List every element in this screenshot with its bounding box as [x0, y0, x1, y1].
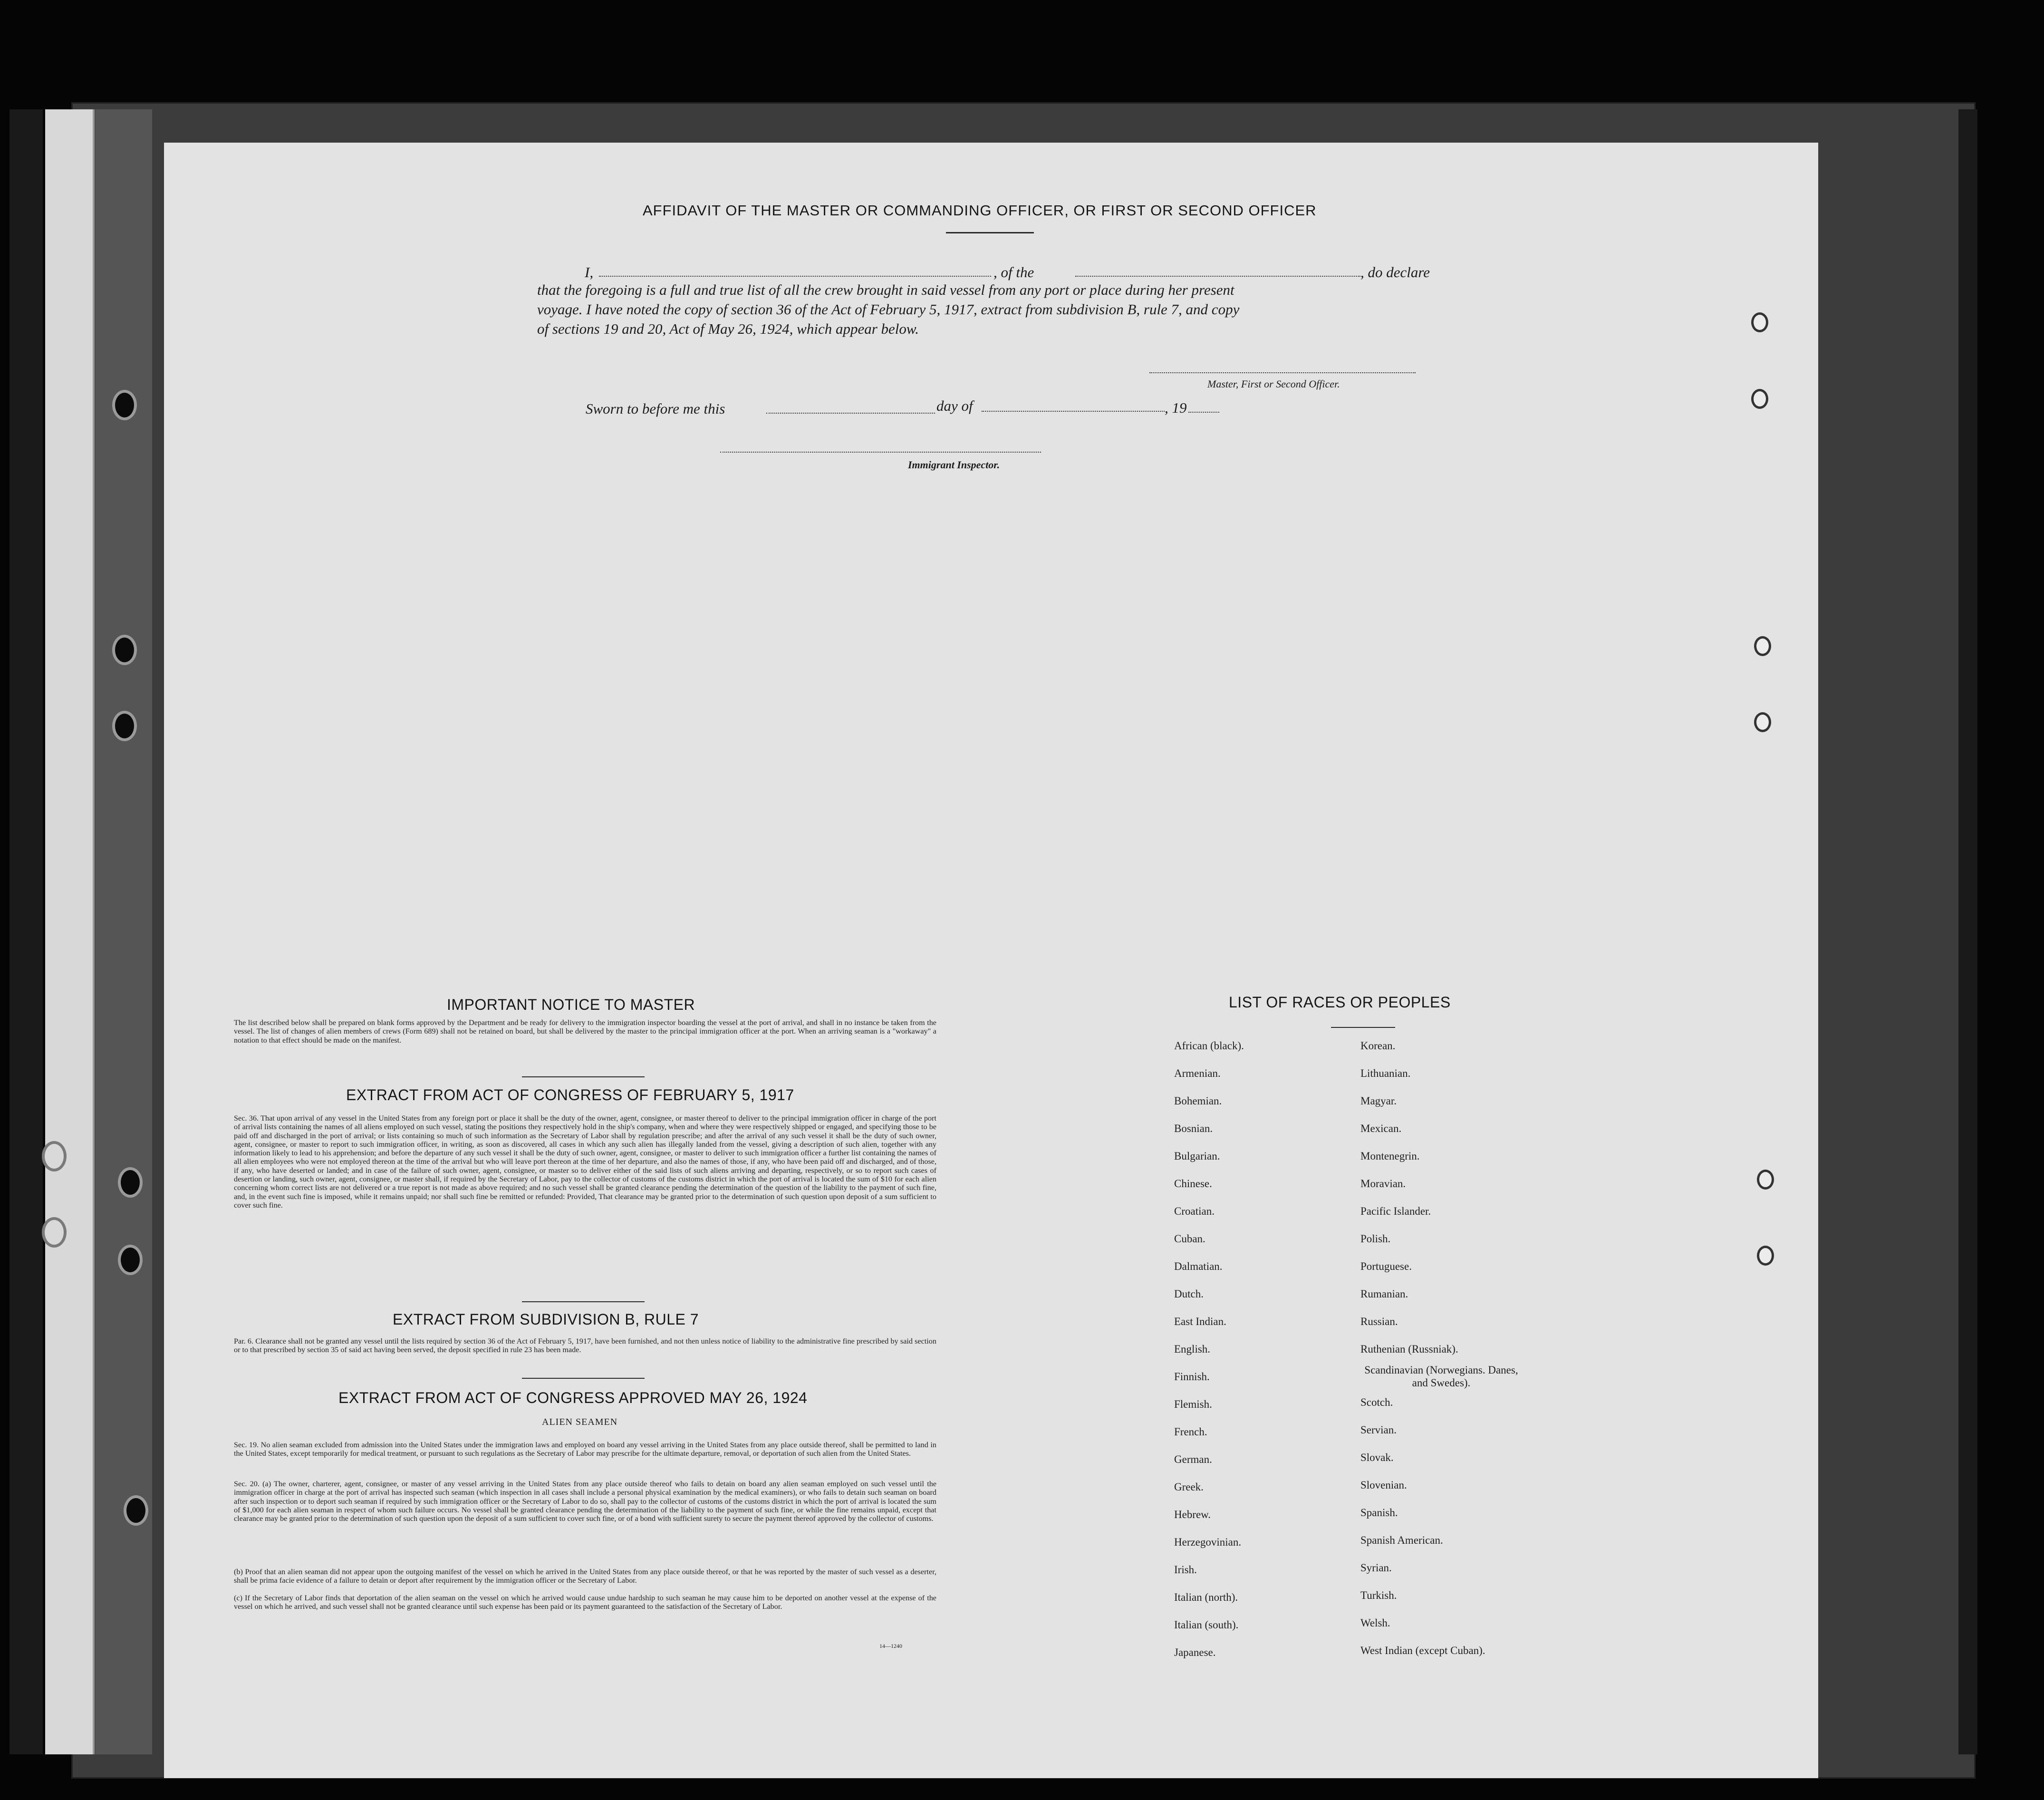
section-divider [522, 1301, 645, 1302]
vessel-name-field[interactable] [1075, 276, 1360, 277]
section-divider [522, 1076, 645, 1077]
race-item: Irish. [1174, 1564, 1197, 1576]
punch-hole-icon [1757, 1246, 1774, 1266]
master-name-field[interactable] [599, 276, 991, 277]
title-divider [946, 232, 1034, 233]
sworn-label: Sworn to before me this [586, 400, 725, 417]
binding-hole-icon [42, 1217, 67, 1248]
rule-7-text: Par. 6. Clearance shall not be granted any vessel until the lists required by section 36 of the Act of February 5, 1917, have been furnished, and not then unless notice of liability to the administrative fine prescribed by said section or to that prescribed by section 35 of said act having been served, the deposit specified in rule 23 has been made. [234, 1337, 936, 1355]
race-item: Mexican. [1360, 1123, 1402, 1134]
race-item: Turkish. [1360, 1589, 1397, 1601]
races-divider [1331, 1027, 1395, 1028]
extract-1924-title: EXTRACT FROM ACT OF CONGRESS APPROVED MAY 26, 1924 [338, 1389, 808, 1406]
race-item: Korean. [1360, 1040, 1396, 1052]
race-item: Herzegovinian. [1174, 1536, 1242, 1548]
affidavit-line-2: that the foregoing is a full and true list of all the crew brought in said vessel from any port or place during her present [537, 281, 1234, 298]
race-item: Spanish American. [1360, 1534, 1443, 1546]
sworn-month-field[interactable] [982, 411, 1165, 412]
race-item: East Indian. [1174, 1316, 1226, 1327]
affidavit-line-3: voyage. I have noted the copy of section 36 of the Act of February 5, 1917, extract from subdivision B, rule 7, and copy [537, 301, 1240, 318]
race-item: Rumanian. [1360, 1288, 1408, 1300]
binding-hole-icon [42, 1141, 67, 1171]
race-item: Welsh. [1360, 1617, 1390, 1629]
binder-edge-left [10, 109, 43, 1754]
inspector-signature-field[interactable] [720, 452, 1041, 453]
race-item: Hebrew. [1174, 1509, 1211, 1520]
punch-hole-icon [1751, 312, 1768, 332]
binding-hole-icon [112, 711, 137, 741]
affidavit-i-label: I, [585, 264, 594, 281]
race-item: German. [1174, 1453, 1212, 1465]
race-item: Croatian. [1174, 1205, 1215, 1217]
race-item: Scotch. [1360, 1396, 1393, 1408]
race-item: West Indian (except Cuban). [1360, 1645, 1485, 1656]
section-divider [522, 1378, 645, 1379]
race-item: Greek. [1174, 1481, 1204, 1493]
race-item: Bohemian. [1174, 1095, 1222, 1107]
race-item: Dutch. [1174, 1288, 1204, 1300]
punch-hole-icon [1751, 389, 1768, 409]
binder-edge-right [1958, 109, 1977, 1754]
race-item: Pacific Islander. [1360, 1205, 1431, 1217]
binding-hole-icon [124, 1495, 148, 1526]
race-item: Bulgarian. [1174, 1150, 1220, 1162]
affidavit-title: AFFIDAVIT OF THE MASTER OR COMMANDING OFFICER, OR FIRST OR SECOND OFFICER [643, 202, 1317, 219]
race-item: Magyar. [1360, 1095, 1397, 1107]
notice-title: IMPORTANT NOTICE TO MASTER [447, 996, 695, 1013]
race-item: Lithuanian. [1360, 1067, 1411, 1079]
race-item: Italian (north). [1174, 1591, 1238, 1603]
affidavit-line-4: of sections 19 and 20, Act of May 26, 1924, which appear below. [537, 320, 919, 337]
alien-seamen-heading: ALIEN SEAMEN [542, 1417, 618, 1427]
extract-1917-title: EXTRACT FROM ACT OF CONGRESS OF FEBRUARY 5, 1917 [346, 1086, 794, 1103]
binding-hole-icon [112, 390, 137, 420]
punch-hole-icon [1754, 636, 1771, 656]
race-item: Dalmatian. [1174, 1260, 1223, 1272]
notice-text: The list described below shall be prepared on blank forms approved by the Department and be ready for delivery to the immigration inspector boarding the vessel at the port of arrival, and shall in no instance be taken from the vessel. The list of changes of alien members of crews (Form 689) shall not be retained on board, but shall be delivered by the master to the principal immigration officer at the port. When an arriving seaman is a "workaway" a notation to that effect should be made on the manifest. [234, 1018, 936, 1045]
race-item: Polish. [1360, 1233, 1391, 1245]
race-item: Armenian. [1174, 1067, 1221, 1079]
form-number: 14—1240 [879, 1643, 902, 1649]
section-20a-text: Sec. 20. (a) The owner, charterer, agent, consignee, or master of any vessel arriving in the United States from any place outside thereof who fails to detain on board any alien seaman employed on such vessel until the immigration officer in charge at the port of arrival has inspected such seaman (which inspection in all cases shall include a personal physical examination by the medical examiners), or who fails to detain such seaman on board after such inspection or to deport such seaman if required by such immigration officer or the Secretary of Labor to do so, shall pay to the collector of customs of the customs district in which the port of arrival is located the sum of $1,000 for each alien seaman in respect of whom such failure occurs. No vessel shall be granted clearance pending the determination of the liability to the payment of such fine, or while the fine remains unpaid, except that clearance may be granted prior to the determination of such question upon the deposit of a sum sufficient to cover such fine, or of a bond with sufficient surety to secure the payment thereof approved by the collector of customs. [234, 1480, 936, 1523]
affidavit-of-the-label: , of the [993, 264, 1034, 281]
day-of-label: day of [936, 397, 973, 414]
section-20c-text: (c) If the Secretary of Labor finds that deportation of the alien seaman on the vessel on which he arrived would cause undue hardship to such seaman he may cause him to be deported on another vessel at the expense of the vessel on which he arrived, and such vessel shall not be granted clearance until such expense has been paid or its payment guaranteed to the satisfaction of the Secretary of Labor. [234, 1594, 936, 1611]
binding-hole-icon [112, 635, 137, 665]
race-item: Servian. [1360, 1424, 1397, 1436]
race-item: Italian (south). [1174, 1619, 1239, 1631]
extract-1917-text: Sec. 36. That upon arrival of any vessel in the United States from any foreign port or place it shall be the duty of the owner, agent, consignee, or master thereof to deliver to the principal immigration officer in charge of the port of arrival lists containing the names of all aliens employed on such vessel, stating the positions they respectively hold in the ship's company, when and where they were respectively shipped or engaged, and specifying those to be paid off and discharged in the port of arrival; or lists containing so much of such information as the Secretary of Labor shall by regulation prescribe; and after the arrival of any such vessel it shall be the duty of such owner, agent, consignee, or master to report to such immigration officer, in writing, as soon as discovered, all cases in which any such alien has illegally landed from the vessel, giving a description of such alien, together with any information likely to lead to his apprehension; and before the departure of any such vessel it shall be the duty of such owner, agent, consignee, or master to deliver to such immigration officer a further list containing the names of all alien employees who were not employed thereon at the time of the arrival but who will leave port thereon at the time of her departure, and also the names of those, if any, who have been paid off and discharged, and of those, if any, who have deserted or landed; and in case of the failure of such owner, agent, consignee, or master so to deliver either of the said lists of such aliens arriving and departing, respectively, or so to report such cases of desertion or landing, such owner, agent, consignee, or master shall, if required by the Secretary of Labor, pay to the collector of customs of the customs district in which the port of arrival is located the sum of $10 for each alien concerning whom correct lists are not delivered or a true report is not made as above required; and no such vessel shall be granted clearance pending the determination of the question of the liability to the payment of such fine, and, in the event such fine is imposed, while it remains unpaid; nor shall such fine be remitted or refunded: Provided, That clearance may be granted prior to the determination of such question upon deposit of a sum sufficient to cover such fine. [234, 1114, 936, 1210]
race-item: Japanese. [1174, 1646, 1216, 1658]
rule-7-title: EXTRACT FROM SUBDIVISION B, RULE 7 [393, 1311, 699, 1328]
race-item: African (black). [1174, 1040, 1244, 1052]
race-item: English. [1174, 1343, 1211, 1355]
race-item: Portuguese. [1360, 1260, 1412, 1272]
races-title: LIST OF RACES OR PEOPLES [1229, 994, 1451, 1011]
race-item: Moravian. [1360, 1178, 1406, 1190]
binder-page-stack-left [45, 109, 95, 1754]
race-item: Cuban. [1174, 1233, 1205, 1245]
master-signature-field[interactable] [1149, 372, 1416, 373]
race-item: Scandinavian (Norwegians. Danes, and Swedes). [1364, 1364, 1518, 1389]
race-item: Russian. [1360, 1316, 1398, 1327]
race-item: Flemish. [1174, 1398, 1212, 1410]
race-item: Chinese. [1174, 1178, 1212, 1190]
section-20b-text: (b) Proof that an alien seaman did not appear upon the outgoing manifest of the vessel on which he arrived in the United States from any place outside thereof, or that he was reported by the master of such vessel as a deserter, shall be prima facie evidence of a failure to detain or deport after requirement by the immigration officer or the Secretary of Labor. [234, 1568, 936, 1585]
race-item: Bosnian. [1174, 1123, 1213, 1134]
binding-hole-icon [118, 1245, 143, 1275]
year-label: , 19 [1165, 399, 1187, 416]
sworn-year-field[interactable] [1188, 412, 1219, 413]
section-19-text: Sec. 19. No alien seaman excluded from admission into the United States under the immigration laws and employed on board any vessel arriving in the United States from any place outside thereof, shall be permitted to land in the United States, except temporarily for medical treatment, or pursuant to such regulations as the Secretary of Labor may prescribe for the ultimate departure, removal, or deportation of such alien from the United States. [234, 1441, 936, 1458]
inspector-label: Immigrant Inspector. [908, 459, 1000, 471]
document-page [164, 143, 1818, 1778]
master-signature-label: Master, First or Second Officer. [1207, 378, 1340, 390]
race-item: Slovenian. [1360, 1479, 1407, 1491]
binding-hole-icon [118, 1167, 143, 1198]
race-item: Spanish. [1360, 1507, 1398, 1519]
punch-hole-icon [1754, 712, 1771, 732]
race-item: Slovak. [1360, 1452, 1394, 1463]
race-item: Finnish. [1174, 1371, 1210, 1383]
affidavit-declare-label: , do declare [1360, 264, 1430, 281]
race-item: Ruthenian (Russniak). [1360, 1343, 1458, 1355]
race-item: Montenegrin. [1360, 1150, 1420, 1162]
punch-hole-icon [1757, 1170, 1774, 1190]
race-item: Syrian. [1360, 1562, 1392, 1574]
sworn-day-field[interactable] [766, 413, 935, 414]
race-item: French. [1174, 1426, 1207, 1438]
